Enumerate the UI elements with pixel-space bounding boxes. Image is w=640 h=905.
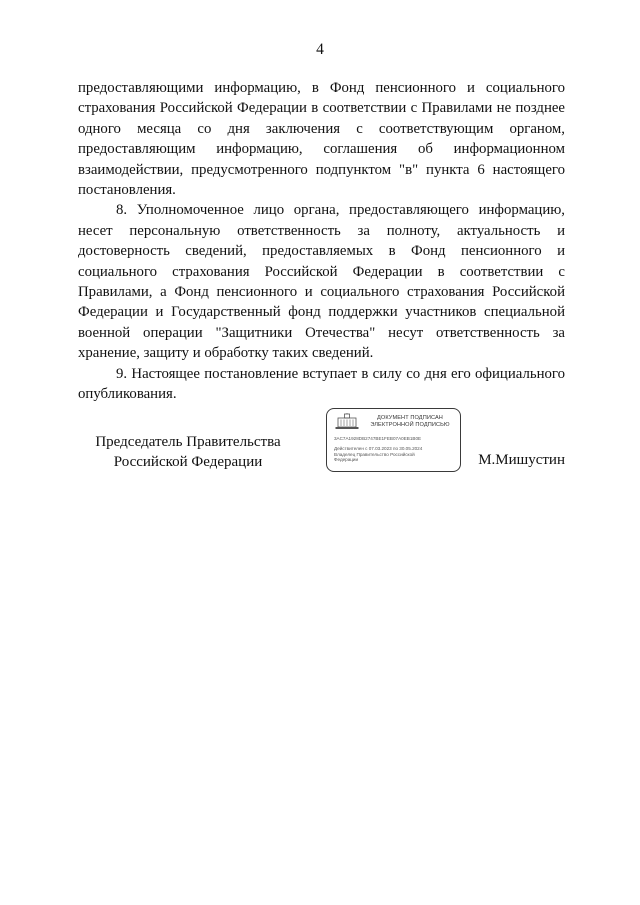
stamp-title-line2: ЭЛЕКТРОННОЙ ПОДПИСЬЮ (370, 421, 450, 428)
electronic-signature-stamp (326, 408, 461, 472)
stamp-owner (334, 452, 415, 463)
signatory-position (78, 432, 298, 472)
signatory-position-line2: Российской Федерации (113, 454, 263, 470)
signatory-name: М.Мишустин (478, 452, 565, 468)
paragraph-item-9: 9. Настоящее постановление вступает в силу со дня его официального опубликования. (78, 365, 565, 403)
stamp-owner-line2: Федерации (334, 457, 359, 463)
government-building-icon (335, 413, 359, 431)
stamp-title (363, 415, 457, 428)
stamp-owner-line1: Владелец Правительство Российской (334, 452, 415, 457)
page-number: 4 (316, 41, 324, 58)
stamp-validity: Действителен с 07.03.2023 по 30.05.2024 (334, 446, 423, 451)
document-body (78, 78, 565, 405)
stamp-certificate-serial: 3AC7A1928DB2747BE1FEB07A0EB1B0E (334, 436, 422, 441)
paragraph-continuation: предоставляющими информацию, в Фонд пенсионного и социального страхования Российской Федерации в соответствии с Правилами не позднее одного месяца со дня заключения с соответствующим органом, предоставляющим информацию, соглашения об информационном взаимодействии, предусмотренного подпунктом "в" пункта 6 настоящего постановления. (78, 80, 565, 199)
stamp-title-line1: ДОКУМЕНТ ПОДПИСАН (377, 415, 443, 421)
signatory-position-line1: Председатель Правительства (95, 434, 281, 450)
paragraph-item-8: 8. Уполномоченное лицо органа, предоставляющего информацию, несет персональную ответственность за полноту, актуальность и достоверность сведений, предоставляемых в Фонд пенсионного и социального страхования Российской Федерации в соответствии с Правилами, а Фонд пенсионного и социального страхования Российской Федерации и Государственный фонд поддержки участников специальной военной операции "Защитники Отечества" несут ответственность за хранение, защиту и обработку таких сведений. (78, 202, 565, 362)
